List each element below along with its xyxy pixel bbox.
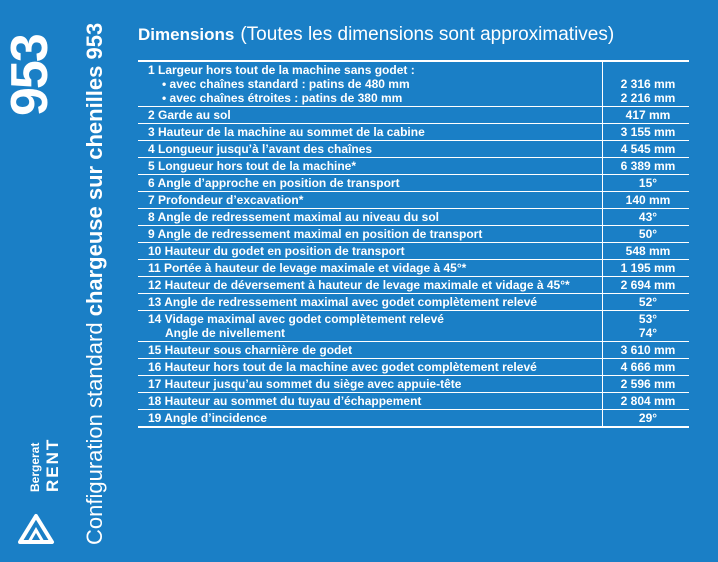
logo-product: RENT	[43, 437, 62, 492]
document-title	[80, 10, 110, 545]
label-text: 12 Hauteur de déversement à hauteur de levage maximale et vidage à 45°*	[148, 278, 570, 292]
value-text: 4 666 mm	[620, 360, 676, 374]
value-text: 2 596 mm	[620, 377, 676, 391]
dimension-value	[603, 277, 690, 294]
value-text: 74°	[638, 326, 658, 340]
dimension-label	[138, 410, 603, 428]
label-subline: • avec chaînes standard : patins de 480 mm	[162, 77, 410, 91]
dimension-value	[603, 141, 690, 158]
label-text: 10 Hauteur du godet en position de transport	[148, 244, 405, 258]
dimension-value	[603, 359, 690, 376]
value-text: 2 694 mm	[620, 278, 676, 292]
table-row	[138, 175, 689, 192]
label-text: 9 Angle de redressement maximal en position de transport	[148, 227, 483, 241]
dimension-value	[603, 175, 690, 192]
label-text: 2 Garde au sol	[148, 108, 231, 122]
value-text: 52°	[638, 295, 658, 309]
label-text: 8 Angle de redressement maximal au niveau du sol	[148, 210, 439, 224]
dimension-value	[603, 393, 690, 410]
dimension-label	[138, 107, 603, 124]
value-text: 4 545 mm	[620, 142, 676, 156]
value-text: 50°	[638, 227, 658, 241]
value-text: 29°	[638, 411, 658, 425]
dimension-value	[603, 124, 690, 141]
value-text: 2 216 mm	[620, 91, 676, 105]
dimension-label	[138, 158, 603, 175]
value-text: 3 155 mm	[620, 125, 676, 139]
table-row	[138, 260, 689, 277]
table-row	[138, 311, 689, 342]
dimension-value	[603, 311, 690, 342]
dimension-label	[138, 311, 603, 342]
dimension-value	[603, 61, 690, 107]
label-text: 16 Hauteur hors tout de la machine avec godet complètement relevé	[148, 360, 537, 374]
dimension-value	[603, 410, 690, 428]
dimensions-heading	[138, 24, 614, 46]
dimension-label	[138, 192, 603, 209]
dimension-value	[603, 342, 690, 359]
label-subline: • avec chaînes étroites : patins de 380 mm	[162, 91, 403, 105]
title-prefix: Configuration standard	[82, 316, 107, 545]
label-text: 17 Hauteur jusqu’au sommet du siège avec appuie-tête	[148, 377, 462, 391]
dimension-value	[603, 376, 690, 393]
table-row	[138, 209, 689, 226]
value-text: 417 mm	[625, 108, 671, 122]
label-text: 15 Hauteur sous charnière de godet	[148, 343, 353, 357]
value-text: 2 316 mm	[620, 77, 676, 91]
dimension-label	[138, 209, 603, 226]
dimension-label	[138, 393, 603, 410]
label-text: 1 Largeur hors tout de la machine sans godet :	[148, 63, 415, 77]
label-text: 4 Longueur jusqu’à l’avant des chaînes	[148, 142, 373, 156]
table-row	[138, 141, 689, 158]
logo-mark-icon	[16, 512, 56, 548]
title-bold: chargeuse sur chenilles 953	[82, 22, 107, 317]
logo-brand: Bergerat	[28, 442, 42, 492]
table-row	[138, 277, 689, 294]
dimension-value	[603, 107, 690, 124]
value-text: 140 mm	[625, 193, 671, 207]
dimension-value	[603, 226, 690, 243]
table-row	[138, 243, 689, 260]
value-text: 53°	[638, 312, 658, 326]
label-text: 14 Vidage maximal avec godet complètement relevé	[148, 312, 444, 326]
table-row	[138, 61, 689, 107]
table-row	[138, 158, 689, 175]
label-text: 11 Portée à hauteur de levage maximale et vidage à 45°*	[148, 261, 467, 275]
dimensions-table	[138, 60, 689, 428]
table-row	[138, 393, 689, 410]
dimension-label	[138, 294, 603, 311]
table-row	[138, 410, 689, 428]
table-row	[138, 294, 689, 311]
dimension-value	[603, 158, 690, 175]
table-row	[138, 124, 689, 141]
bergerat-rent-logo	[10, 430, 70, 550]
table-row	[138, 226, 689, 243]
dimension-label	[138, 260, 603, 277]
dimension-label	[138, 124, 603, 141]
dimension-value	[603, 192, 690, 209]
value-text: 6 389 mm	[620, 159, 676, 173]
label-text: 18 Hauteur au sommet du tuyau d’échappement	[148, 394, 422, 408]
dimension-label	[138, 342, 603, 359]
value-text: 43°	[638, 210, 658, 224]
dimension-label	[138, 226, 603, 243]
table-row	[138, 359, 689, 376]
label-text: 19 Angle d’incidence	[148, 411, 267, 425]
heading-subtitle: (Toutes les dimensions sont approximatives)	[240, 24, 615, 45]
dimension-label	[138, 243, 603, 260]
label-text: 13 Angle de redressement maximal avec godet complètement relevé	[148, 295, 538, 309]
dimension-label	[138, 359, 603, 376]
label-subline: Angle de nivellement	[165, 326, 286, 340]
value-text: 15°	[638, 176, 658, 190]
value-text: 3 610 mm	[620, 343, 676, 357]
dimension-label	[138, 175, 603, 192]
label-text: 5 Longueur hors tout de la machine*	[148, 159, 357, 173]
dimension-label	[138, 61, 603, 107]
table-row	[138, 376, 689, 393]
table-row	[138, 107, 689, 124]
model-number: 953	[1, 35, 59, 116]
dimension-value	[603, 209, 690, 226]
dimension-label	[138, 277, 603, 294]
table-row	[138, 342, 689, 359]
heading-title: Dimensions	[138, 25, 235, 44]
value-text: 1 195 mm	[620, 261, 676, 275]
value-text: 548 mm	[625, 244, 671, 258]
table-row	[138, 192, 689, 209]
dimension-value	[603, 260, 690, 277]
dimension-value	[603, 243, 690, 260]
dimension-label	[138, 141, 603, 158]
label-text: 3 Hauteur de la machine au sommet de la cabine	[148, 125, 425, 139]
dimension-value	[603, 294, 690, 311]
label-text: 6 Angle d’approche en position de transport	[148, 176, 400, 190]
value-text: 2 804 mm	[620, 394, 676, 408]
dimension-label	[138, 376, 603, 393]
label-text: 7 Profondeur d’excavation*	[148, 193, 304, 207]
